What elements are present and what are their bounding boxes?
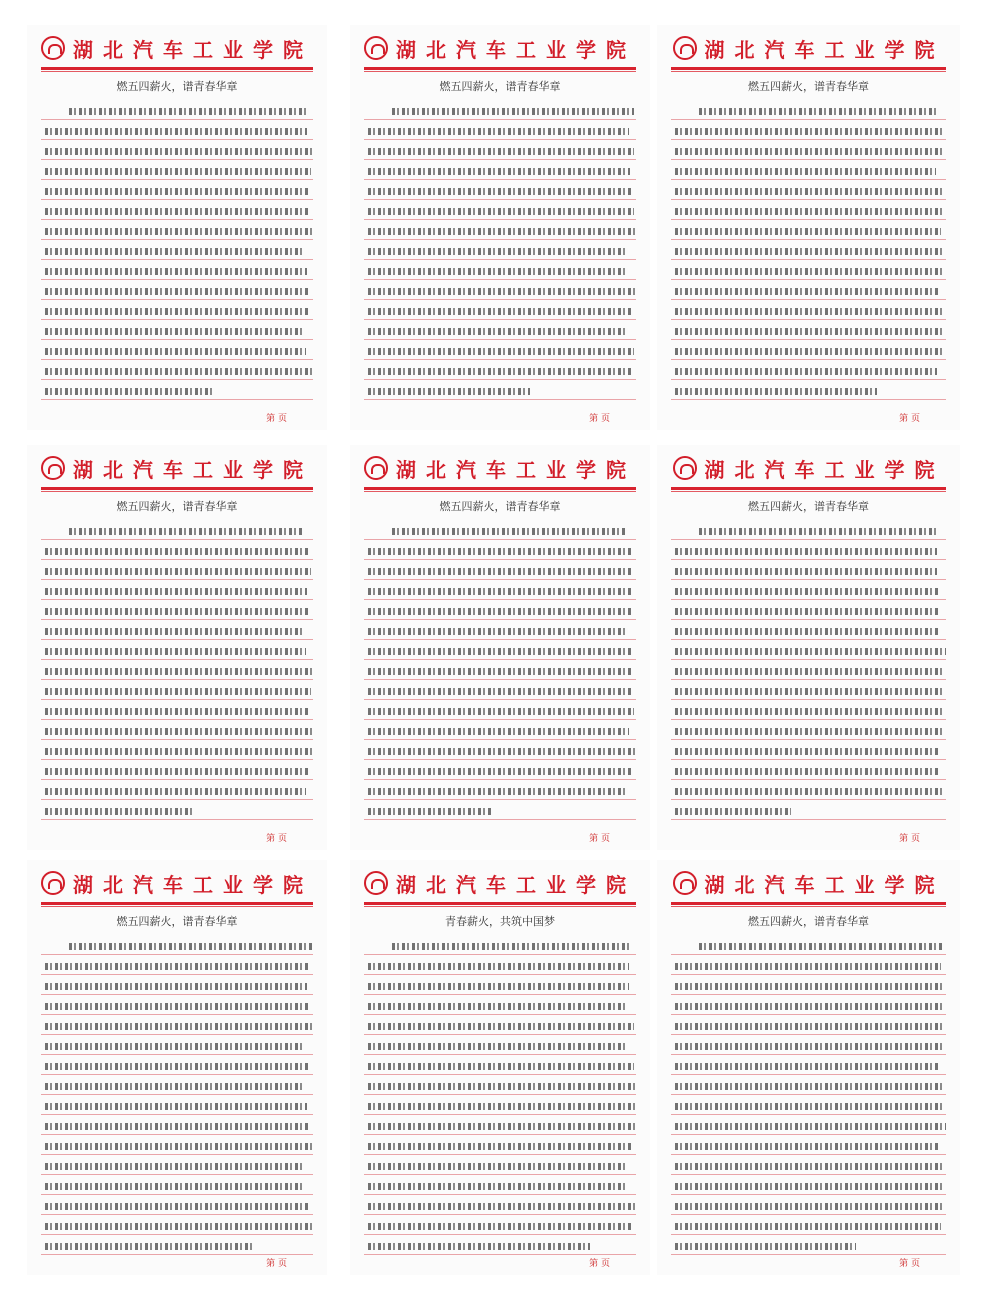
header-rule	[364, 67, 636, 70]
handwriting-line	[364, 600, 636, 620]
handwriting-line	[364, 640, 636, 660]
handwriting-line	[364, 540, 636, 560]
page-number-label: 第 页	[899, 834, 920, 844]
handwriting-line	[671, 935, 946, 955]
school-name: 湖北汽车工业学院	[704, 37, 945, 62]
handwriting-line	[41, 800, 313, 820]
handwriting-line	[41, 340, 313, 360]
handwriting-line	[364, 1195, 636, 1215]
handwriting-line	[671, 660, 946, 680]
school-seal-icon	[41, 36, 65, 60]
header-rule	[364, 487, 636, 490]
handwriting-line	[41, 1155, 313, 1175]
handwriting-line	[364, 320, 636, 340]
handwriting-line	[364, 100, 636, 120]
handwriting-line	[671, 1155, 946, 1175]
handwriting-line	[364, 720, 636, 740]
handwritten-body	[671, 520, 946, 820]
handwriting-line	[671, 700, 946, 720]
essay-page	[657, 25, 960, 430]
handwriting-line	[364, 1075, 636, 1095]
handwriting-line	[41, 180, 313, 200]
school-seal-icon	[41, 871, 65, 895]
handwriting-line	[364, 935, 636, 955]
handwriting-line	[364, 520, 636, 540]
header-rule-thin	[41, 71, 313, 72]
handwriting-line	[41, 200, 313, 220]
handwriting-line	[671, 300, 946, 320]
handwriting-line	[364, 1035, 636, 1055]
handwriting-line	[364, 975, 636, 995]
handwriting-line	[671, 1175, 946, 1195]
handwriting-line	[671, 340, 946, 360]
handwriting-line	[41, 320, 313, 340]
essay-title: 燃五四薪火，谱青春华章	[116, 915, 238, 928]
header-rule-thin	[364, 71, 636, 72]
handwriting-line	[671, 520, 946, 540]
school-seal-icon	[41, 456, 65, 480]
handwriting-line	[364, 180, 636, 200]
handwriting-line	[364, 700, 636, 720]
page-number-label: 第 页	[899, 1259, 920, 1269]
handwriting-line	[671, 120, 946, 140]
header-rule-thin	[41, 906, 313, 907]
handwritten-body	[364, 520, 636, 820]
handwriting-line	[671, 260, 946, 280]
essay-page	[350, 860, 650, 1275]
essay-title: 燃五四薪火，谱青春华章	[116, 500, 238, 513]
handwriting-line	[41, 1055, 313, 1075]
handwriting-line	[671, 200, 946, 220]
handwriting-line	[41, 540, 313, 560]
handwriting-line	[364, 200, 636, 220]
handwriting-line	[41, 1035, 313, 1055]
school-seal-icon	[673, 456, 697, 480]
handwriting-line	[364, 1175, 636, 1195]
handwriting-line	[364, 1055, 636, 1075]
handwriting-line	[364, 220, 636, 240]
handwriting-line	[671, 540, 946, 560]
essay-title: 燃五四薪火，谱青春华章	[748, 500, 869, 513]
handwriting-line	[671, 600, 946, 620]
handwriting-line	[364, 340, 636, 360]
header-rule-thin	[671, 906, 946, 907]
handwriting-line	[671, 1215, 946, 1235]
handwriting-line	[364, 1155, 636, 1175]
handwriting-line	[364, 660, 636, 680]
school-name: 湖北汽车工业学院	[396, 37, 636, 62]
handwriting-line	[364, 240, 636, 260]
handwriting-line	[41, 1135, 313, 1155]
header-rule	[364, 902, 636, 905]
handwriting-line	[671, 760, 946, 780]
page-number-label: 第 页	[589, 834, 610, 844]
school-seal-icon	[673, 36, 697, 60]
header-rule	[671, 67, 946, 70]
header-rule-thin	[41, 491, 313, 492]
essay-page	[350, 25, 650, 430]
handwriting-line	[41, 1215, 313, 1235]
essay-page	[350, 445, 650, 850]
handwriting-line	[41, 160, 313, 180]
handwriting-line	[364, 740, 636, 760]
handwriting-line	[671, 800, 946, 820]
handwriting-line	[41, 140, 313, 160]
school-name: 湖北汽车工业学院	[396, 457, 636, 482]
handwritten-body	[364, 935, 636, 1255]
school-name: 湖北汽车工业学院	[704, 457, 945, 482]
page-number-label: 第 页	[589, 414, 610, 424]
handwriting-line	[41, 120, 313, 140]
handwriting-line	[364, 1215, 636, 1235]
letterhead	[364, 866, 636, 900]
handwriting-line	[364, 955, 636, 975]
header-rule	[41, 67, 313, 70]
handwriting-line	[364, 300, 636, 320]
handwriting-line	[41, 660, 313, 680]
handwriting-line	[364, 140, 636, 160]
handwriting-line	[364, 620, 636, 640]
handwritten-body	[671, 935, 946, 1255]
handwriting-line	[364, 680, 636, 700]
handwriting-line	[364, 580, 636, 600]
school-name: 湖北汽车工业学院	[704, 872, 945, 897]
essay-title: 燃五四薪火，谱青春华章	[748, 80, 869, 93]
handwritten-body	[364, 100, 636, 400]
letterhead	[364, 451, 636, 485]
handwriting-line	[41, 280, 313, 300]
handwriting-line	[671, 100, 946, 120]
handwriting-line	[671, 140, 946, 160]
handwriting-line	[41, 1235, 313, 1255]
handwriting-line	[671, 1235, 946, 1255]
handwriting-line	[671, 1095, 946, 1115]
handwriting-line	[41, 1075, 313, 1095]
page-number-label: 第 页	[266, 414, 287, 424]
handwriting-line	[364, 1235, 636, 1255]
letterhead	[671, 31, 946, 65]
handwritten-body	[41, 935, 313, 1255]
handwriting-line	[671, 580, 946, 600]
letterhead	[41, 866, 313, 900]
header-rule-thin	[364, 906, 636, 907]
handwriting-line	[41, 300, 313, 320]
handwriting-line	[671, 240, 946, 260]
handwriting-line	[41, 520, 313, 540]
handwriting-line	[364, 260, 636, 280]
school-name: 湖北汽车工业学院	[73, 37, 313, 62]
handwriting-line	[671, 180, 946, 200]
handwriting-line	[671, 780, 946, 800]
handwriting-line	[41, 100, 313, 120]
essay-title: 燃五四薪火，谱青春华章	[116, 80, 238, 93]
essay-title: 燃五四薪火，谱青春华章	[439, 80, 561, 93]
school-seal-icon	[673, 871, 697, 895]
letterhead	[671, 866, 946, 900]
handwriting-line	[41, 740, 313, 760]
header-rule	[671, 487, 946, 490]
essay-page	[27, 25, 327, 430]
handwriting-line	[41, 1015, 313, 1035]
school-name: 湖北汽车工业学院	[396, 872, 636, 897]
school-name: 湖北汽车工业学院	[73, 457, 313, 482]
handwriting-line	[671, 160, 946, 180]
letterhead	[364, 31, 636, 65]
handwriting-line	[41, 760, 313, 780]
essay-title: 燃五四薪火，谱青春华章	[748, 915, 869, 928]
handwriting-line	[671, 740, 946, 760]
handwriting-line	[364, 120, 636, 140]
handwriting-line	[41, 240, 313, 260]
handwriting-line	[364, 800, 636, 820]
essay-title: 青春薪火，共筑中国梦	[445, 915, 555, 928]
handwriting-line	[671, 1015, 946, 1035]
handwriting-line	[671, 1195, 946, 1215]
handwriting-line	[41, 1115, 313, 1135]
essay-title: 燃五四薪火，谱青春华章	[439, 500, 561, 513]
letterhead	[41, 31, 313, 65]
handwriting-line	[671, 1115, 946, 1135]
essay-page	[27, 445, 327, 850]
handwriting-line	[671, 280, 946, 300]
letterhead	[671, 451, 946, 485]
school-seal-icon	[364, 456, 388, 480]
handwriting-line	[364, 160, 636, 180]
handwriting-line	[41, 580, 313, 600]
essay-page	[27, 860, 327, 1275]
handwriting-line	[364, 1115, 636, 1135]
essay-page	[657, 445, 960, 850]
header-rule	[41, 487, 313, 490]
handwriting-line	[671, 360, 946, 380]
page-number-label: 第 页	[589, 1259, 610, 1269]
handwriting-line	[41, 720, 313, 740]
page-number-label: 第 页	[266, 1259, 287, 1269]
handwriting-line	[41, 1095, 313, 1115]
handwriting-line	[41, 360, 313, 380]
handwritten-body	[671, 100, 946, 400]
handwriting-line	[671, 995, 946, 1015]
handwriting-line	[364, 360, 636, 380]
handwriting-line	[671, 1075, 946, 1095]
handwriting-line	[41, 935, 313, 955]
handwriting-line	[364, 280, 636, 300]
handwritten-body	[41, 100, 313, 400]
handwriting-line	[41, 1175, 313, 1195]
header-rule	[41, 902, 313, 905]
handwriting-line	[671, 1135, 946, 1155]
handwriting-line	[364, 780, 636, 800]
handwriting-line	[671, 1055, 946, 1075]
handwriting-line	[671, 220, 946, 240]
handwriting-line	[671, 380, 946, 400]
school-name: 湖北汽车工业学院	[73, 872, 313, 897]
handwriting-line	[671, 320, 946, 340]
school-seal-icon	[364, 36, 388, 60]
handwriting-line	[41, 975, 313, 995]
handwriting-line	[364, 560, 636, 580]
header-rule	[671, 902, 946, 905]
handwriting-line	[41, 220, 313, 240]
handwriting-line	[41, 380, 313, 400]
handwriting-line	[41, 620, 313, 640]
handwriting-line	[671, 955, 946, 975]
handwriting-line	[41, 680, 313, 700]
handwriting-line	[364, 1095, 636, 1115]
handwriting-line	[41, 955, 313, 975]
essay-page	[657, 860, 960, 1275]
handwriting-line	[364, 380, 636, 400]
handwriting-line	[671, 560, 946, 580]
header-rule-thin	[671, 491, 946, 492]
page-number-label: 第 页	[266, 834, 287, 844]
handwriting-line	[41, 260, 313, 280]
handwriting-line	[364, 760, 636, 780]
handwriting-line	[41, 995, 313, 1015]
handwriting-line	[671, 720, 946, 740]
school-seal-icon	[364, 871, 388, 895]
handwriting-line	[671, 1035, 946, 1055]
handwriting-line	[671, 620, 946, 640]
page-number-label: 第 页	[899, 414, 920, 424]
handwriting-line	[41, 640, 313, 660]
handwriting-line	[41, 600, 313, 620]
handwriting-line	[671, 975, 946, 995]
handwriting-line	[41, 1195, 313, 1215]
handwriting-line	[364, 1135, 636, 1155]
letterhead	[41, 451, 313, 485]
header-rule-thin	[671, 71, 946, 72]
handwriting-line	[364, 1015, 636, 1035]
header-rule-thin	[364, 491, 636, 492]
handwriting-line	[364, 995, 636, 1015]
handwriting-line	[671, 680, 946, 700]
handwritten-body	[41, 520, 313, 820]
handwriting-line	[41, 700, 313, 720]
handwriting-line	[671, 640, 946, 660]
handwriting-line	[41, 560, 313, 580]
handwriting-line	[41, 780, 313, 800]
